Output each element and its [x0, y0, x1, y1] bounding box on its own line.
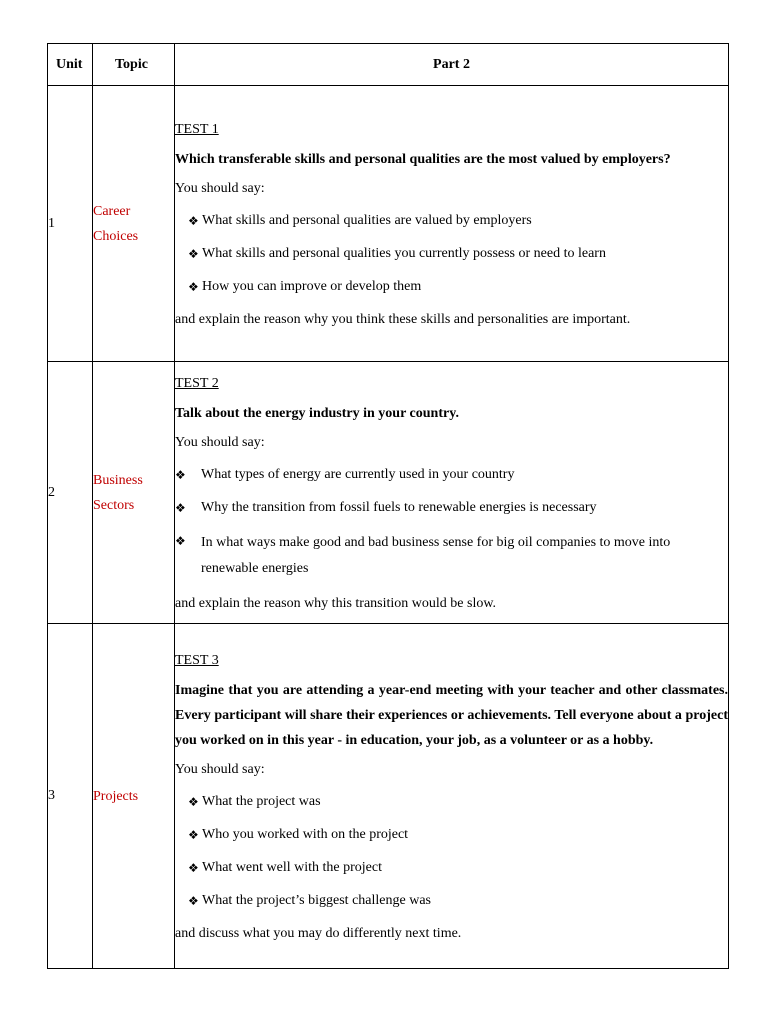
diamond-bullet-icon: ❖: [188, 827, 199, 842]
bullet-text: How you can improve or develop them: [202, 278, 422, 294]
unit-number: 2: [48, 362, 93, 624]
topic-line: Career: [93, 203, 131, 219]
topic-name: [93, 362, 175, 624]
bullet-text: What went well with the project: [202, 859, 382, 875]
topics-table: [47, 43, 729, 969]
list-item: [175, 857, 728, 879]
part2-cell: [175, 86, 729, 362]
table-row: [48, 624, 729, 969]
list-item: [175, 824, 728, 846]
you-should-say: You should say:: [175, 761, 265, 777]
list-item: [175, 791, 728, 813]
bullet-text: What types of energy are currently used in your country: [201, 466, 515, 482]
unit-number: 1: [48, 86, 93, 362]
header-topic: Topic: [93, 44, 175, 86]
table-row: [48, 86, 729, 362]
topic-line: Choices: [93, 228, 139, 244]
header-part: Part 2: [175, 44, 729, 86]
part2-cell: [175, 624, 729, 969]
topic-line: Projects: [93, 788, 139, 804]
list-item: [175, 890, 728, 912]
diamond-bullet-icon: ❖: [175, 500, 186, 515]
diamond-bullet-icon: ❖: [175, 533, 186, 548]
question: Imagine that you are attending a year-end meeting with your teacher and other classmates. Every participant will share their experiences or achievements. Tell everyone about a project you worked on in this year - in education, your job, as a volunteer or as a hobby.: [175, 682, 728, 748]
diamond-bullet-icon: ❖: [188, 246, 199, 261]
question: Talk about the energy industry in your country.: [175, 405, 459, 421]
list-item: [175, 243, 728, 265]
header-unit: Unit: [48, 44, 93, 86]
diamond-bullet-icon: ❖: [175, 467, 186, 482]
test-label: TEST 2: [175, 375, 219, 391]
bullet-text: Who you worked with on the project: [202, 826, 409, 842]
bullet-text: What skills and personal qualities you currently possess or need to learn: [202, 245, 606, 261]
diamond-bullet-icon: ❖: [188, 893, 199, 908]
header-row: [48, 44, 729, 86]
diamond-bullet-icon: ❖: [188, 279, 199, 294]
bullet-text: What the project’s biggest challenge was: [202, 892, 431, 908]
you-should-say: You should say:: [175, 180, 265, 196]
bullet-text: What skills and personal qualities are valued by employers: [202, 212, 532, 228]
list-item: [175, 530, 728, 582]
list-item: [175, 497, 728, 519]
topic-name: [93, 624, 175, 969]
bullet-text: What the project was: [202, 793, 321, 809]
explain-text: and explain the reason why you think these skills and personalities are important.: [175, 311, 631, 327]
explain-text: and discuss what you may do differently next time.: [175, 925, 462, 941]
question: Which transferable skills and personal qualities are the most valued by employers?: [175, 151, 671, 167]
bullet-text: In what ways make good and bad business sense for big oil companies to move into renewable energies: [201, 534, 671, 576]
list-item: [175, 464, 728, 486]
diamond-bullet-icon: ❖: [188, 860, 199, 875]
topic-line: Sectors: [93, 497, 135, 513]
bullet-text: Why the transition from fossil fuels to renewable energies is necessary: [201, 499, 597, 515]
test-label: TEST 3: [175, 652, 219, 668]
explain-text: and explain the reason why this transition would be slow.: [175, 595, 497, 611]
topic-name: [93, 86, 175, 362]
topic-line: Business: [93, 472, 143, 488]
unit-number: 3: [48, 624, 93, 969]
you-should-say: You should say:: [175, 434, 265, 450]
list-item: [175, 210, 728, 232]
table-row: [48, 362, 729, 624]
list-item: [175, 276, 728, 298]
diamond-bullet-icon: ❖: [188, 213, 199, 228]
test-label: TEST 1: [175, 121, 219, 137]
part2-cell: [175, 362, 729, 624]
diamond-bullet-icon: ❖: [188, 794, 199, 809]
